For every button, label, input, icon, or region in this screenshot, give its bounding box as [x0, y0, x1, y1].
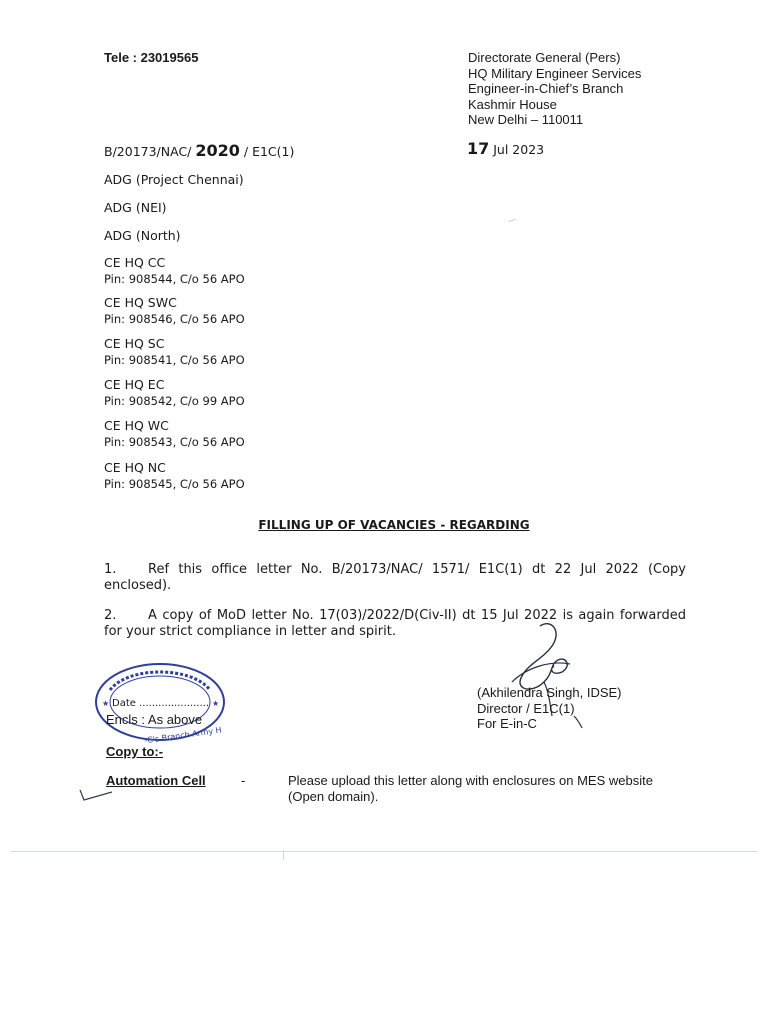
- addressee: ADG (North): [104, 228, 181, 243]
- reference-suffix: / E1C(1): [243, 144, 295, 159]
- copy-separator: -: [241, 773, 246, 788]
- addressee: [104, 295, 245, 327]
- address-line: Kashmir House: [468, 96, 557, 112]
- paragraph: [104, 562, 686, 593]
- date-month-year: Jul 2023: [493, 142, 545, 157]
- addressee-pin: Pin: 908545, C/o 56 APO: [104, 477, 245, 491]
- reference-prefix: B/20173/NAC/: [104, 144, 192, 159]
- copy-instruction: Please upload this letter along with enclosures on MES website (Open domain).: [288, 773, 653, 804]
- letter-subject: FILLING UP OF VACANCIES - REGARDING: [258, 518, 530, 532]
- addressee: ADG (Project Chennai): [104, 172, 244, 187]
- paragraph-text: A copy of MoD letter No. 17(03)/2022/D(Civ-II) dt 15 Jul 2022 is again forwarded for your strict compliance in letter and spirit.: [104, 608, 686, 639]
- address-line: New Delhi – 110011: [468, 112, 584, 127]
- enclosures: Encls : As above: [106, 712, 203, 727]
- addressee-office: CE HQ SWC: [104, 295, 177, 310]
- scan-artifact: [508, 219, 516, 223]
- reference-number: 2020: [195, 141, 240, 160]
- addressee-pin: Pin: 908543, C/o 56 APO: [104, 435, 245, 449]
- copy-recipient: Automation Cell: [106, 773, 206, 788]
- svg-text:★: ★: [212, 699, 220, 708]
- addressee: [104, 460, 245, 492]
- address-line: Directorate General (Pers): [468, 50, 621, 65]
- addressee-office: CE HQ SC: [104, 336, 165, 351]
- addressee-pin: Pin: 908544, C/o 56 APO: [104, 272, 245, 286]
- addressee: [104, 255, 245, 287]
- addressee-office: CE HQ NC: [104, 460, 166, 475]
- address-line: Engineer-in-Chief’s Branch: [468, 81, 624, 96]
- addressee: ADG (NEI): [104, 200, 167, 215]
- addressee: [104, 418, 245, 450]
- addressee-pin: Pin: 908541, C/o 56 APO: [104, 353, 245, 367]
- svg-text:★: ★: [102, 699, 110, 708]
- letter-reference: [104, 141, 294, 160]
- addressee-pin: Pin: 908542, C/o 99 APO: [104, 394, 245, 408]
- signature-block: [477, 685, 622, 732]
- addressee: [104, 336, 245, 368]
- telephone-number: Tele : 23019565: [104, 50, 199, 65]
- addressee-office: CE HQ CC: [104, 255, 166, 270]
- signatory-for: For E-in-C: [477, 716, 537, 731]
- addressee-pin: Pin: 908546, C/o 56 APO: [104, 312, 245, 326]
- addressee-office: CE HQ EC: [104, 377, 165, 392]
- paragraph-text: Ref this office letter No. B/20173/NAC/ 1571/ E1C(1) dt 22 Jul 2022 (Copy enclosed).: [104, 562, 686, 593]
- letter-date: [467, 139, 544, 158]
- address-line: HQ Military Engineer Services: [468, 65, 642, 81]
- paragraph-number: 2.: [104, 608, 117, 623]
- scan-artifact: [283, 850, 284, 860]
- stamp-bottom-text: -C's Branch Army H: [143, 725, 223, 746]
- copy-to-heading: Copy to:-: [106, 744, 164, 759]
- stamp-date-label: Date ......................: [112, 698, 210, 709]
- addressee: [104, 377, 245, 409]
- sender-address: [468, 50, 641, 128]
- signatory-name: (Akhilendra Singh, IDSE): [477, 685, 622, 700]
- signatory-designation: Director / E1C(1): [477, 700, 575, 716]
- paragraph-number: 1.: [104, 562, 117, 577]
- page-fold-line: [10, 851, 758, 852]
- date-day: 17: [467, 139, 490, 158]
- pen-tick-mark: [78, 782, 118, 802]
- addressee-office: CE HQ WC: [104, 418, 169, 433]
